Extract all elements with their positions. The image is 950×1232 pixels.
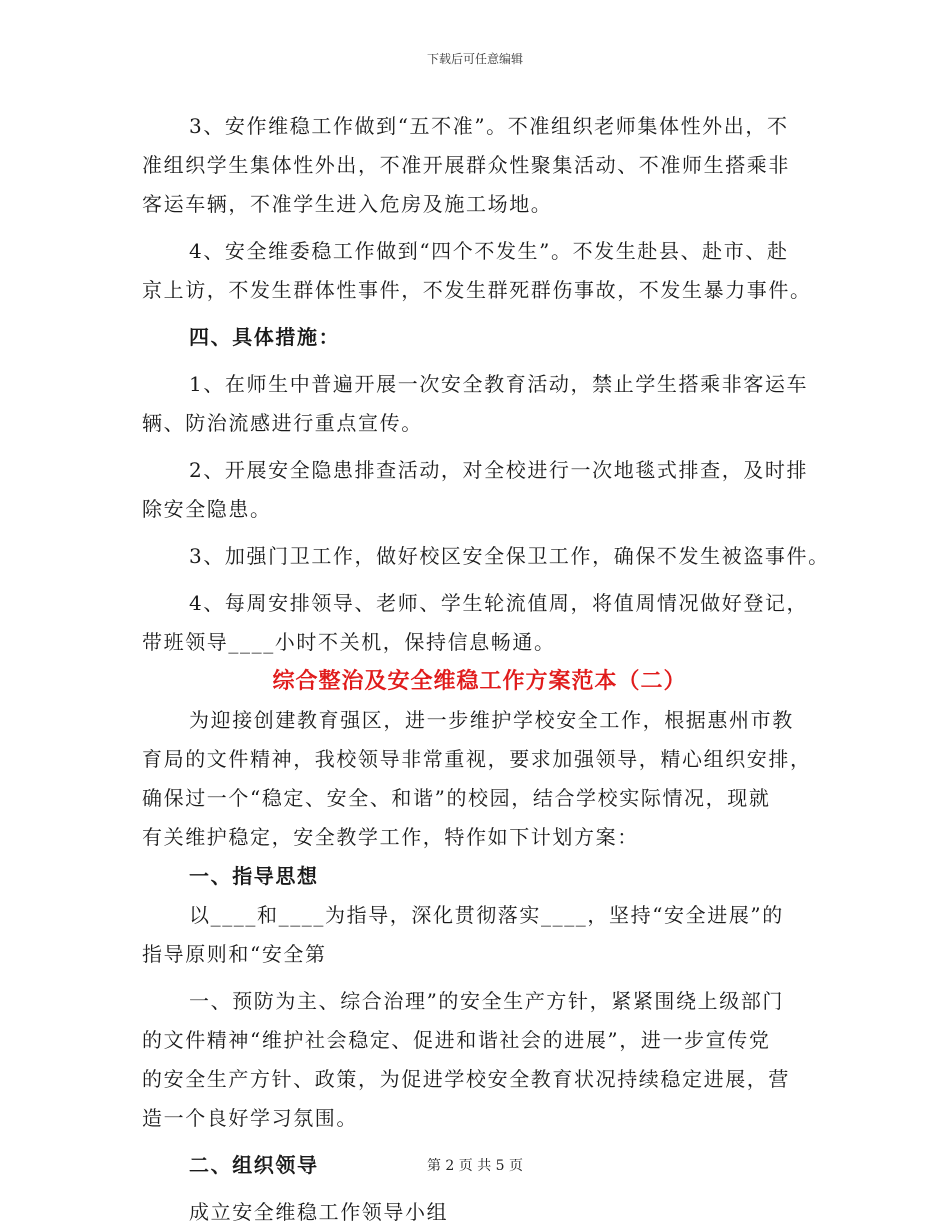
paragraph-line: 3、安作维稳工作做到“五不准”。不准组织老师集体性外出，不 (189, 114, 789, 138)
paragraph-line: 准组织学生集体性外出，不准开展群众性聚集活动、不准师生搭乘非 (142, 153, 790, 177)
paragraph-line: 指导原则和“安全第 (142, 942, 327, 966)
paragraph-line: 的文件精神“维护社会稳定、促进和谐社会的进展”，进一步宣传党 (142, 1028, 771, 1052)
paragraph-line: 确保过一个“稳定、安全、和谐”的校园，结合学校实际情况，现就 (142, 786, 771, 810)
paragraph-line: 成立安全维稳工作领导小组 (189, 1200, 449, 1224)
section-heading: 一、指导思想 (189, 864, 319, 888)
paragraph-line: 4、安全维委稳工作做到“四个不发生”。不发生赴县、赴市、赴 (189, 239, 789, 263)
section-heading: 四、具体措施： (189, 325, 341, 349)
document-title: 综合整治及安全维稳工作方案范本（二） (272, 668, 687, 694)
paragraph-line: 的安全生产方针、政策，为促进学校安全教育状况持续稳定进展，营 (142, 1067, 790, 1091)
paragraph-line: 一、预防为主、综合治理”的安全生产方针，紧紧围绕上级部门 (189, 989, 785, 1013)
paragraph-line: 以____和____为指导，深化贯彻落实____，坚持“安全进展”的 (189, 903, 784, 927)
paragraph-line: 带班领导____小时不关机，保持信息畅通。 (142, 630, 556, 654)
paragraph-line: 辆、防治流感进行重点宣传。 (142, 411, 423, 435)
page-header: 下载后可任意编辑 (426, 52, 523, 66)
paragraph-line: 除安全隐患。 (142, 497, 272, 521)
paragraph-line: 造一个良好学习氛围。 (142, 1106, 358, 1130)
paragraph-line: 为迎接创建教育强区，进一步维护学校安全工作，根据惠州市教 (189, 708, 794, 732)
document-body (142, 107, 830, 1232)
paragraph-line: 育局的文件精神，我校领导非常重视，要求加强领导，精心组织安排， (142, 747, 812, 771)
paragraph-line: 1、在师生中普遍开展一次安全教育活动，禁止学生搭乘非客运车 (189, 372, 809, 396)
paragraph-line: 3、加强门卫工作，做好校区安全保卫工作，确保不发生被盗事件。 (189, 544, 830, 568)
page-footer: 第 2 页 共 5 页 (426, 1158, 524, 1174)
paragraph-line: 京上访，不发生群体性事件，不发生群死群伤事故，不发生暴力事件。 (142, 278, 812, 302)
paragraph-line: 有关维护稳定，安全教学工作，特作如下计划方案： (142, 825, 639, 849)
paragraph-line: 4、每周安排领导、老师、学生轮流值周，将值周情况做好登记， (189, 591, 809, 615)
paragraph-line: 2、开展安全隐患排查活动，对全校进行一次地毯式排查，及时排 (189, 458, 809, 482)
paragraph-line: 客运车辆，不准学生进入危房及施工场地。 (142, 192, 553, 216)
section-heading: 二、组织领导 (189, 1153, 319, 1177)
